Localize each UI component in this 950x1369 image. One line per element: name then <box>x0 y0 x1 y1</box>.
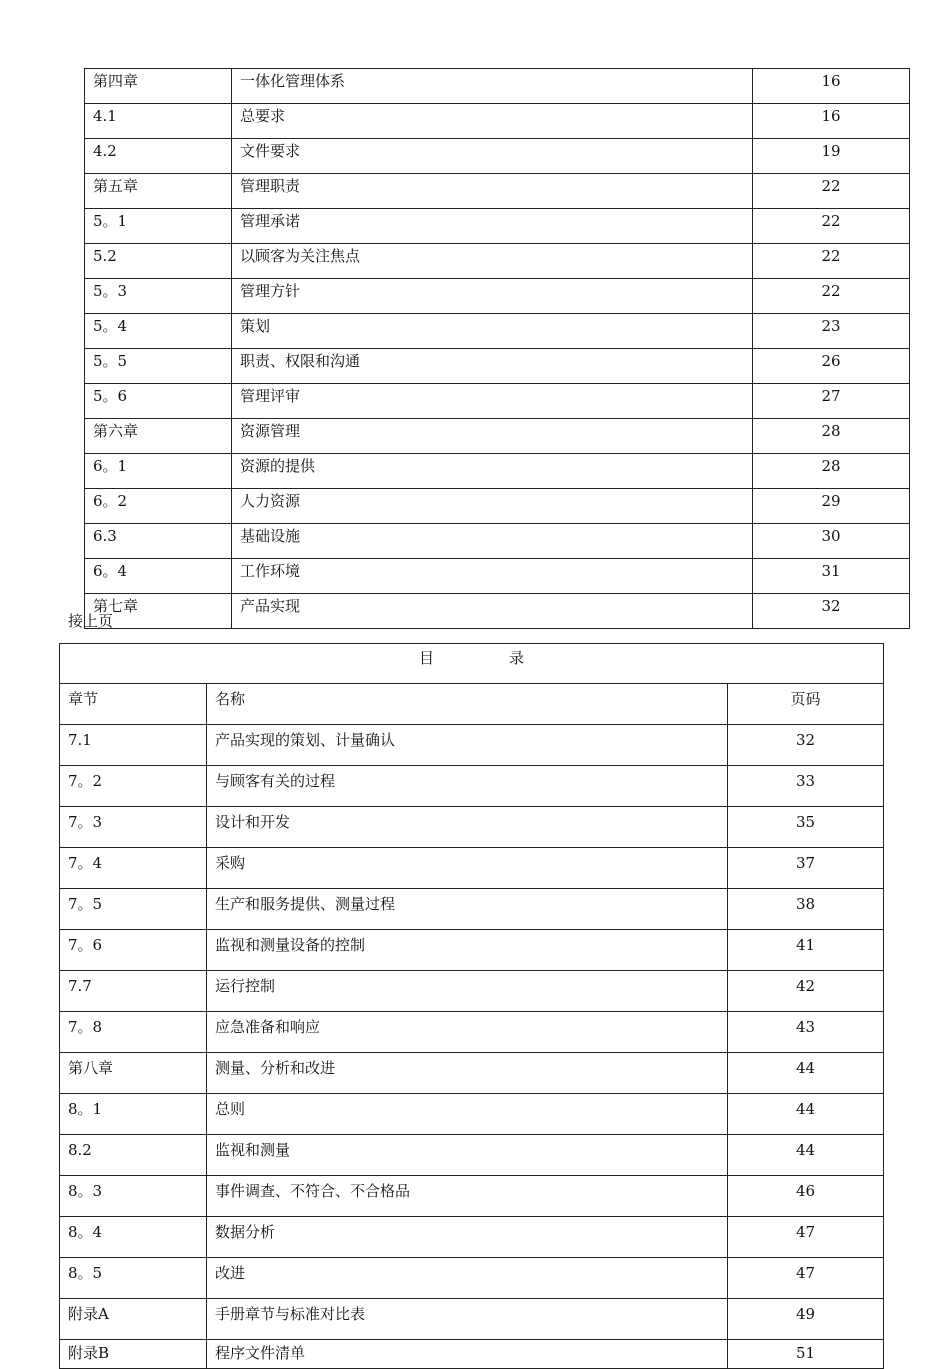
toc-page-cell: 42 <box>728 971 884 1012</box>
table-row <box>85 559 910 594</box>
table-row <box>60 971 884 1012</box>
table-row <box>85 69 910 104</box>
toc-page-cell: 28 <box>753 419 910 454</box>
table-row <box>60 1176 884 1217</box>
toc-name-cell: 产品实现的策划、计量确认 <box>207 725 728 766</box>
toc-name-cell: 产品实现 <box>232 594 753 629</box>
table-row <box>60 930 884 971</box>
toc-name-cell: 策划 <box>232 314 753 349</box>
toc-section-cell: 6。1 <box>85 454 232 489</box>
toc-name-cell: 工作环境 <box>232 559 753 594</box>
toc-section-cell: 6。4 <box>85 559 232 594</box>
header-section: 章节 <box>60 684 207 725</box>
toc-section-cell: 5。5 <box>85 349 232 384</box>
table-row <box>85 524 910 559</box>
toc-name-cell: 生产和服务提供、测量过程 <box>207 889 728 930</box>
toc-page-cell: 32 <box>728 725 884 766</box>
table-row <box>85 349 910 384</box>
table-row <box>85 174 910 209</box>
toc-name-cell: 手册章节与标准对比表 <box>207 1299 728 1340</box>
toc-name-cell: 监视和测量设备的控制 <box>207 930 728 971</box>
toc-section-cell: 8。4 <box>60 1217 207 1258</box>
toc-section-cell: 6.3 <box>85 524 232 559</box>
table-row <box>85 594 910 629</box>
toc-section-cell: 4.1 <box>85 104 232 139</box>
table-row <box>85 419 910 454</box>
toc-name-cell: 文件要求 <box>232 139 753 174</box>
toc-name-cell: 基础设施 <box>232 524 753 559</box>
table-row <box>85 104 910 139</box>
toc-page-cell: 16 <box>753 104 910 139</box>
toc-page-cell: 22 <box>753 174 910 209</box>
toc-name-cell: 总要求 <box>232 104 753 139</box>
toc-section-cell: 8。3 <box>60 1176 207 1217</box>
toc-name-cell: 管理职责 <box>232 174 753 209</box>
toc-name-cell: 以顾客为关注焦点 <box>232 244 753 279</box>
toc-name-cell: 改进 <box>207 1258 728 1299</box>
toc-section-cell: 5。4 <box>85 314 232 349</box>
toc-name-cell: 程序文件清单 <box>207 1340 728 1369</box>
toc-page-cell: 30 <box>753 524 910 559</box>
toc-section-cell: 7.1 <box>60 725 207 766</box>
toc-name-cell: 人力资源 <box>232 489 753 524</box>
toc-name-cell: 总则 <box>207 1094 728 1135</box>
toc-page-cell: 22 <box>753 209 910 244</box>
table-row <box>85 489 910 524</box>
toc-name-cell: 应急准备和响应 <box>207 1012 728 1053</box>
toc-page-cell: 16 <box>753 69 910 104</box>
toc-section-cell: 第四章 <box>85 69 232 104</box>
toc-name-cell: 设计和开发 <box>207 807 728 848</box>
table-row <box>60 1012 884 1053</box>
toc-table-bottom-body <box>60 725 884 1369</box>
table-row <box>60 1217 884 1258</box>
toc-page-cell: 41 <box>728 930 884 971</box>
toc-page-cell: 19 <box>753 139 910 174</box>
table-row <box>85 209 910 244</box>
table-row <box>85 454 910 489</box>
toc-section-cell: 第五章 <box>85 174 232 209</box>
toc-section-cell: 7。4 <box>60 848 207 889</box>
toc-page-cell: 47 <box>728 1258 884 1299</box>
toc-section-cell: 8。1 <box>60 1094 207 1135</box>
toc-page-cell: 35 <box>728 807 884 848</box>
table-row <box>60 1053 884 1094</box>
table-row <box>60 1094 884 1135</box>
table-row <box>85 314 910 349</box>
toc-section-cell: 7。6 <box>60 930 207 971</box>
toc-section-cell: 6。2 <box>85 489 232 524</box>
toc-section-cell: 8.2 <box>60 1135 207 1176</box>
table-row <box>60 1135 884 1176</box>
table-row <box>60 889 884 930</box>
toc-section-cell: 第七章 <box>85 594 232 629</box>
toc-section-cell: 7。3 <box>60 807 207 848</box>
toc-page-cell: 28 <box>753 454 910 489</box>
toc-name-cell: 测量、分析和改进 <box>207 1053 728 1094</box>
toc-table-top <box>84 68 910 629</box>
toc-section-cell: 5。1 <box>85 209 232 244</box>
toc-table-bottom <box>59 643 884 1369</box>
table-row <box>85 244 910 279</box>
toc-table-top-body <box>85 69 910 629</box>
toc-name-cell: 数据分析 <box>207 1217 728 1258</box>
toc-name-cell: 一体化管理体系 <box>232 69 753 104</box>
toc-page-cell: 46 <box>728 1176 884 1217</box>
toc-page-cell: 51 <box>728 1340 884 1369</box>
toc-name-cell: 管理承诺 <box>232 209 753 244</box>
table-row <box>60 766 884 807</box>
toc-page-cell: 27 <box>753 384 910 419</box>
toc-name-cell: 运行控制 <box>207 971 728 1012</box>
toc-section-cell: 5。3 <box>85 279 232 314</box>
toc-section-cell: 第六章 <box>85 419 232 454</box>
toc-name-cell: 采购 <box>207 848 728 889</box>
toc-page-cell: 44 <box>728 1135 884 1176</box>
table-row <box>60 1299 884 1340</box>
toc-page-cell: 23 <box>753 314 910 349</box>
toc-name-cell: 资源的提供 <box>232 454 753 489</box>
table-row <box>85 279 910 314</box>
toc-header-row <box>60 684 884 725</box>
toc-name-cell: 资源管理 <box>232 419 753 454</box>
toc-page-cell: 44 <box>728 1094 884 1135</box>
toc-name-cell: 与顾客有关的过程 <box>207 766 728 807</box>
header-name: 名称 <box>207 684 728 725</box>
toc-page-cell: 47 <box>728 1217 884 1258</box>
toc-page-cell: 22 <box>753 244 910 279</box>
toc-section-cell: 7。2 <box>60 766 207 807</box>
toc-page-cell: 29 <box>753 489 910 524</box>
toc-page-cell: 22 <box>753 279 910 314</box>
table-row <box>85 139 910 174</box>
toc-section-cell: 7.7 <box>60 971 207 1012</box>
toc-section-cell: 8。5 <box>60 1258 207 1299</box>
table-row <box>85 384 910 419</box>
continued-label: 接上页 <box>68 612 114 630</box>
table-row <box>60 1258 884 1299</box>
toc-page-cell: 43 <box>728 1012 884 1053</box>
toc-title-row <box>60 644 884 684</box>
toc-page-cell: 31 <box>753 559 910 594</box>
toc-page-cell: 44 <box>728 1053 884 1094</box>
toc-page-cell: 38 <box>728 889 884 930</box>
toc-section-cell: 4.2 <box>85 139 232 174</box>
toc-name-cell: 管理评审 <box>232 384 753 419</box>
toc-section-cell: 第八章 <box>60 1053 207 1094</box>
toc-page-cell: 37 <box>728 848 884 889</box>
header-page: 页码 <box>728 684 884 725</box>
toc-name-cell: 事件调查、不符合、不合格品 <box>207 1176 728 1217</box>
toc-section-cell: 7。5 <box>60 889 207 930</box>
toc-section-cell: 7。8 <box>60 1012 207 1053</box>
toc-page-cell: 26 <box>753 349 910 384</box>
table-row <box>60 848 884 889</box>
toc-title: 目 录 <box>60 644 884 684</box>
table-row <box>60 807 884 848</box>
toc-name-cell: 管理方针 <box>232 279 753 314</box>
toc-name-cell: 监视和测量 <box>207 1135 728 1176</box>
toc-section-cell: 附录A <box>60 1299 207 1340</box>
toc-page-cell: 49 <box>728 1299 884 1340</box>
table-row <box>60 725 884 766</box>
toc-section-cell: 附录B <box>60 1340 207 1369</box>
toc-section-cell: 5。6 <box>85 384 232 419</box>
toc-page-cell: 33 <box>728 766 884 807</box>
toc-name-cell: 职责、权限和沟通 <box>232 349 753 384</box>
toc-page-cell: 32 <box>753 594 910 629</box>
toc-section-cell: 5.2 <box>85 244 232 279</box>
